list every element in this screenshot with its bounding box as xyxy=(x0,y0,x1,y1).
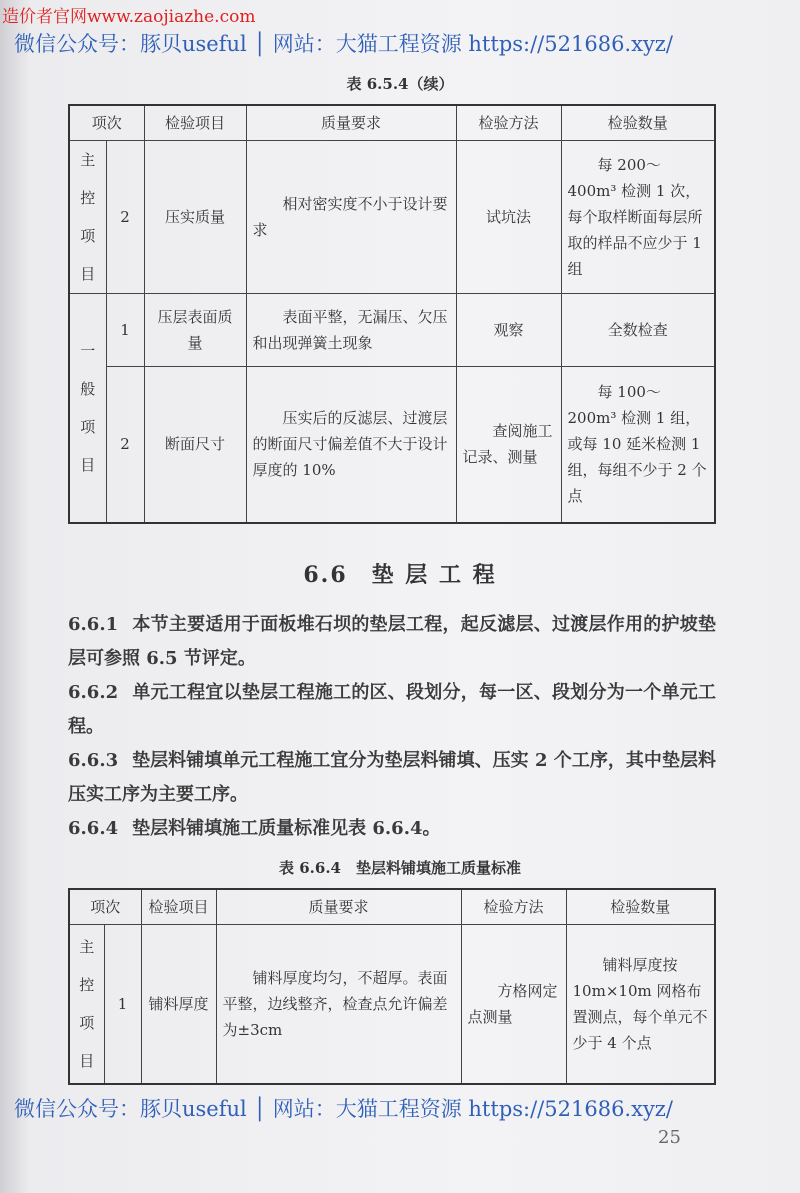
row-item: 断面尺寸 xyxy=(144,366,246,523)
row-qty: 全数检查 xyxy=(561,293,715,366)
row-req: 相对密实度不小于设计要求 xyxy=(246,140,456,293)
row-method: 方格网定点测量 xyxy=(461,924,566,1084)
watermark-top-red: 造价者官网www.zaojiazhe.com xyxy=(2,7,256,27)
paragraph: 6.6.4 垫层料铺填施工质量标准见表 6.6.4。 xyxy=(68,818,441,839)
row-req: 铺料厚度均匀，不超厚。表面平整，边线整齐，检查点允许偏差为±3cm xyxy=(216,924,461,1084)
header-cell: 检验数量 xyxy=(566,889,715,924)
table1-caption: 表 6.5.4（续） xyxy=(346,75,454,93)
row-item: 压实质量 xyxy=(144,140,246,293)
row-no: 1 xyxy=(106,293,144,366)
group-label: 主控项目 xyxy=(69,924,104,1084)
row-method: 查阅施工记录、测量 xyxy=(456,366,561,523)
row-item: 压层表面质量 xyxy=(144,293,246,366)
section-title: 6.6 垫 层 工 程 xyxy=(303,562,497,588)
paragraph: 6.6.3 垫层料铺填单元工程施工宜分为垫层料铺填、压实 2 个工序，其中垫层料压实工序为主要工序。 xyxy=(68,750,716,805)
paragraph: 6.6.2 单元工程宜以垫层工程施工的区、段划分，每一区、段划分为一个单元工程。 xyxy=(68,682,716,737)
header-cell: 检验方法 xyxy=(461,889,566,924)
watermark-bottom-blue: 微信公众号：豚贝useful │ 网站：大猫工程资源 https://521686.xyz/ xyxy=(14,1097,673,1121)
header-cell: 项次 xyxy=(69,105,144,140)
header-cell: 检验项目 xyxy=(144,105,246,140)
table2 xyxy=(68,888,716,1085)
header-cell: 检验方法 xyxy=(456,105,561,140)
row-method: 观察 xyxy=(456,293,561,366)
group-label: 主控项目 xyxy=(69,140,106,293)
row-item: 铺料厚度 xyxy=(141,924,216,1084)
row-req: 压实后的反滤层、过渡层的断面尺寸偏差值不大于设计厚度的 10% xyxy=(246,366,456,523)
header-cell: 检验项目 xyxy=(141,889,216,924)
row-no: 2 xyxy=(106,366,144,523)
group-label: 一般项目 xyxy=(69,293,106,523)
header-cell: 项次 xyxy=(69,889,141,924)
row-no: 1 xyxy=(104,924,141,1084)
row-method: 试坑法 xyxy=(456,140,561,293)
header-cell: 质量要求 xyxy=(216,889,461,924)
paragraph: 6.6.1 本节主要适用于面板堆石坝的垫层工程，起反滤层、过渡层作用的护坡垫层可参照 6.5 节评定。 xyxy=(68,614,716,669)
table2-caption: 表 6.6.4 垫层料铺填施工质量标准 xyxy=(279,859,521,877)
row-req: 表面平整，无漏压、欠压和出现弹簧土现象 xyxy=(246,293,456,366)
page-number: 25 xyxy=(658,1127,681,1148)
row-qty: 每 200～400m³ 检测 1 次，每个取样断面每层所取的样品不应少于 1 组 xyxy=(561,140,715,293)
table1 xyxy=(68,104,716,524)
row-no: 2 xyxy=(106,140,144,293)
header-cell: 检验数量 xyxy=(561,105,715,140)
row-qty: 每 100～200m³ 检测 1 组，或每 10 延米检测 1 组，每组不少于 2 个点 xyxy=(561,366,715,523)
row-qty: 铺料厚度按 10m×10m 网格布置测点，每个单元不少于 4 个点 xyxy=(566,924,715,1084)
watermark-top-blue: 微信公众号：豚贝useful │ 网站：大猫工程资源 https://521686.xyz/ xyxy=(14,32,673,56)
header-cell: 质量要求 xyxy=(246,105,456,140)
